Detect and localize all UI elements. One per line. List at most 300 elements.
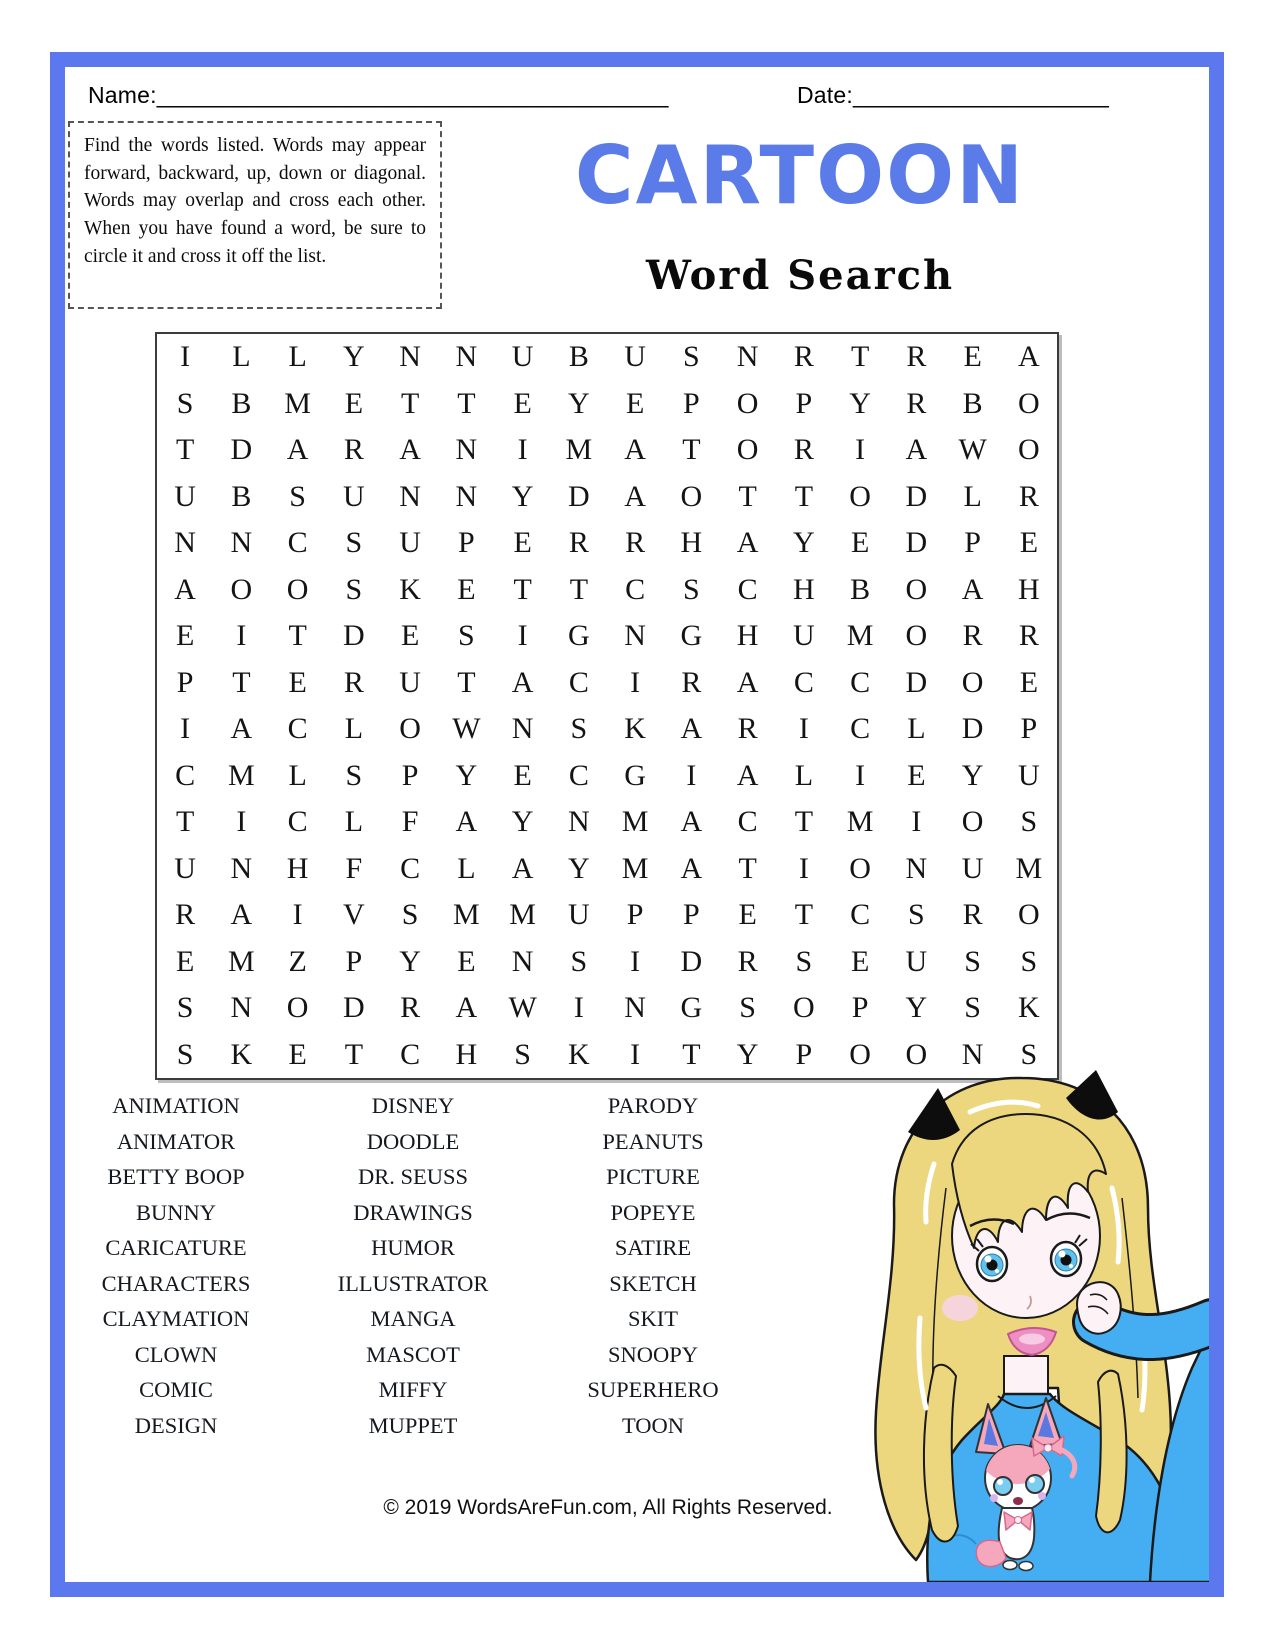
grid-letter: K xyxy=(568,1037,590,1071)
grid-letter: T xyxy=(738,851,757,885)
grid-letter: N xyxy=(511,712,534,746)
grid-letter: A xyxy=(680,851,703,885)
grid-letter: B xyxy=(231,386,252,420)
grid-letter: L xyxy=(963,479,982,513)
grid-letter: T xyxy=(288,619,307,653)
grid-letter: A xyxy=(511,851,534,885)
date-field xyxy=(797,82,1109,109)
grid-letter: S xyxy=(345,526,363,560)
grid-letter: W xyxy=(508,991,537,1025)
grid-letter: E xyxy=(850,526,870,560)
grid-letter: D xyxy=(343,991,365,1025)
grid-letter: I xyxy=(517,619,528,653)
grid-letter: A xyxy=(624,479,646,513)
grid-letter: E xyxy=(625,386,645,420)
grid-letter: U xyxy=(174,851,196,885)
grid-letter: S xyxy=(1020,805,1038,839)
grid-letter: R xyxy=(906,340,927,374)
grid-letter: U xyxy=(624,340,646,374)
grid-letter: U xyxy=(905,944,928,978)
grid-letter: N xyxy=(455,433,478,467)
grid-letter: T xyxy=(794,479,814,513)
grid-letter: I xyxy=(630,665,641,699)
grid-letter: C xyxy=(737,572,758,606)
grid-letter: I xyxy=(798,851,809,885)
grid-letter: O xyxy=(905,1037,928,1071)
grid-letter: O xyxy=(286,572,309,606)
puzzle-subtitle: Word Search xyxy=(645,252,955,299)
grid-letter: Y xyxy=(905,991,928,1025)
grid-letter: I xyxy=(573,991,584,1025)
hair-strand-right xyxy=(1096,1371,1127,1533)
grid-letter: A xyxy=(399,433,421,467)
word-item: DISNEY xyxy=(371,1093,455,1118)
grid-letter: G xyxy=(680,991,703,1025)
grid-letter: I xyxy=(292,898,303,932)
grid-letter: C xyxy=(175,758,196,792)
grid-letter: P xyxy=(795,1037,813,1071)
word-item: CHARACTERS xyxy=(101,1270,251,1296)
grid-letter: A xyxy=(680,805,703,839)
grid-letter: H xyxy=(455,1037,478,1071)
girl-illustration xyxy=(850,1068,1212,1582)
grid-letter: C xyxy=(850,898,871,932)
grid-letter: A xyxy=(511,665,534,699)
grid-letter: C xyxy=(737,805,758,839)
grid-letter: I xyxy=(798,712,809,746)
grid-letter: N xyxy=(399,479,421,513)
grid-letter: M xyxy=(846,805,874,839)
grid-letter: O xyxy=(849,479,871,513)
grid-letter: R xyxy=(343,433,364,467)
grid-letter: E xyxy=(344,386,364,420)
date-label: Date: xyxy=(797,82,853,108)
grid-letter: B xyxy=(962,386,983,420)
grid-letter: S xyxy=(289,479,306,513)
word-item: POPEYE xyxy=(610,1199,696,1225)
grid-letter: I xyxy=(911,805,922,839)
grid-letter: I xyxy=(630,944,641,978)
word-search-grid xyxy=(155,332,1059,1080)
grid-letter: T xyxy=(738,479,757,513)
grid-letter: L xyxy=(794,758,814,792)
grid-letter: N xyxy=(230,851,253,885)
grid-letter: Y xyxy=(568,851,590,885)
puzzle-title: CARTOON xyxy=(574,129,1026,222)
grid-letter: R xyxy=(568,526,589,560)
grid-letter: F xyxy=(345,851,363,885)
grid-letter: O xyxy=(1018,898,1040,932)
grid-letter: E xyxy=(513,758,532,792)
date-line: ____________________ xyxy=(852,82,1109,108)
grid-letter: U xyxy=(343,479,365,513)
grid-letter: A xyxy=(736,526,759,560)
word-item: SKIT xyxy=(628,1306,678,1331)
grid-letter: A xyxy=(680,712,703,746)
grid-letter: W xyxy=(452,712,481,746)
grid-letter: N xyxy=(511,944,534,978)
grid-letter: A xyxy=(455,805,478,839)
grid-letter: A xyxy=(961,572,984,606)
grid-letter: O xyxy=(793,991,815,1025)
grid-letter: R xyxy=(793,433,814,467)
grid-letter: S xyxy=(739,991,756,1025)
grid-letter: T xyxy=(569,572,589,606)
grid-letter: C xyxy=(568,758,589,792)
word-list-column-2 xyxy=(302,1088,524,1443)
grid-letter: U xyxy=(174,479,196,513)
word-item: SNOOPY xyxy=(607,1341,699,1367)
grid-letter: T xyxy=(175,433,195,467)
word-item: PEANUTS xyxy=(602,1128,704,1154)
grid-letter: D xyxy=(905,479,928,513)
word-item: CLOWN xyxy=(134,1341,218,1367)
grid-letter: C xyxy=(287,526,308,560)
grid-letter: O xyxy=(680,479,703,513)
grid-letter: P xyxy=(458,526,475,560)
grid-letter: P xyxy=(176,665,194,699)
word-item: COMIC xyxy=(139,1377,213,1402)
grid-letter: K xyxy=(399,572,421,606)
grid-letter: S xyxy=(401,898,419,932)
grid-letter: I xyxy=(630,1037,641,1071)
grid-letter: E xyxy=(457,572,476,606)
grid-letter: I xyxy=(180,340,191,374)
grid-letter: C xyxy=(625,572,646,606)
grid-letter: A xyxy=(624,433,646,467)
grid-letter: D xyxy=(961,712,984,746)
grid-letter: L xyxy=(457,851,476,885)
grid-letter: Y xyxy=(511,805,534,839)
grid-letter: P xyxy=(626,898,644,932)
grid-letter: L xyxy=(288,758,307,792)
grid-letter: R xyxy=(625,526,646,560)
grid-letter: Y xyxy=(736,1037,759,1071)
grid-letter: P xyxy=(683,386,700,420)
grid-letter: Y xyxy=(511,479,534,513)
grid-letter: P xyxy=(401,758,419,792)
word-item: MUPPET xyxy=(368,1412,458,1438)
grid-letter: G xyxy=(568,619,590,653)
word-item: PARODY xyxy=(607,1093,699,1118)
grid-letter: O xyxy=(961,805,984,839)
grid-letter: M xyxy=(846,619,874,653)
grid-letter: Y xyxy=(399,944,421,978)
grid-letter: N xyxy=(961,1037,984,1071)
word-list-column-3 xyxy=(542,1088,764,1443)
grid-letter: O xyxy=(849,851,871,885)
grid-letter: H xyxy=(286,851,309,885)
grid-letter: S xyxy=(345,758,363,792)
grid-letter: M xyxy=(621,851,649,885)
word-item: MASCOT xyxy=(366,1341,460,1367)
grid-letter: S xyxy=(458,619,475,653)
grid-letter: U xyxy=(399,526,421,560)
word-item: PICTURE xyxy=(606,1164,700,1189)
word-item: DOODLE xyxy=(366,1128,460,1154)
grid-letter: L xyxy=(232,340,251,374)
grid-letter: U xyxy=(568,898,590,932)
grid-letter: S xyxy=(964,991,981,1025)
grid-letter: B xyxy=(850,572,871,606)
word-item: DESIGN xyxy=(134,1412,218,1438)
grid-letter: K xyxy=(230,1037,253,1071)
grid-letter: C xyxy=(400,851,421,885)
word-item: ANIMATOR xyxy=(116,1128,236,1154)
grid-letter: L xyxy=(288,340,307,374)
grid-letter: R xyxy=(906,386,927,420)
grid-letter: S xyxy=(1020,1037,1038,1071)
grid-letter: A xyxy=(230,712,253,746)
grid-letter: P xyxy=(1020,712,1038,746)
grid-letter: E xyxy=(907,758,926,792)
grid-letter: M xyxy=(284,386,311,420)
grid-letter: B xyxy=(231,479,252,513)
grid-letter: Y xyxy=(568,386,590,420)
grid-letter: O xyxy=(961,665,984,699)
grid-letter: D xyxy=(343,619,365,653)
grid-letter: R xyxy=(962,619,983,653)
grid-letter: I xyxy=(517,433,528,467)
grid-letter: E xyxy=(288,1037,307,1071)
grid-letter: P xyxy=(964,526,981,560)
grid-letter: I xyxy=(236,619,247,653)
grid-letter: I xyxy=(180,712,191,746)
grid-letter: U xyxy=(793,619,815,653)
grid-letter: H xyxy=(736,619,759,653)
grid-letter: Y xyxy=(961,758,984,792)
grid-letter: S xyxy=(570,712,588,746)
grid-letter: F xyxy=(401,805,419,839)
grid-letter: T xyxy=(400,386,420,420)
grid-letter: H xyxy=(680,526,703,560)
grid-letter: C xyxy=(287,712,308,746)
grid-letter: R xyxy=(793,340,814,374)
grid-letter: E xyxy=(513,386,532,420)
grid-letter: T xyxy=(344,1037,364,1071)
grid-letter: O xyxy=(736,433,759,467)
word-item: MANGA xyxy=(370,1306,456,1331)
instructions-box: Find the words listed. Words may appear forward, backward, up, down or diagonal. Words may overlap and cross each other. When you have found a word, be sure to circle it and cross it off the list. xyxy=(68,121,442,309)
grid-letter: R xyxy=(737,944,758,978)
name-label: Name: xyxy=(88,82,157,108)
word-item: DR. SEUSS xyxy=(357,1164,469,1189)
grid-letter: A xyxy=(174,572,196,606)
grid-letter: R xyxy=(1018,619,1039,653)
grid-letter: U xyxy=(1018,758,1040,792)
grid-letter: Y xyxy=(343,340,365,374)
word-item: HUMOR xyxy=(371,1235,455,1260)
word-item: SKETCH xyxy=(609,1270,697,1296)
blush-left xyxy=(942,1295,978,1321)
grid-letter: K xyxy=(1018,991,1040,1025)
grid-letter: N xyxy=(174,526,196,560)
grid-letter: G xyxy=(624,758,646,792)
grid-letter: D xyxy=(230,433,253,467)
grid-letter: D xyxy=(905,665,928,699)
grid-letter: D xyxy=(905,526,928,560)
grid-letter: U xyxy=(399,665,421,699)
grid-letter: S xyxy=(1020,944,1038,978)
grid-letter: N xyxy=(905,851,928,885)
grid-letter: M xyxy=(565,433,593,467)
grid-letter: C xyxy=(850,712,871,746)
grid-letter: M xyxy=(621,805,649,839)
grid-letter: O xyxy=(1018,386,1040,420)
grid-letter: A xyxy=(286,433,309,467)
grid-letter: A xyxy=(1018,340,1040,374)
grid-letter: E xyxy=(963,340,982,374)
grid-letter: A xyxy=(455,991,478,1025)
grid-letter: I xyxy=(855,758,866,792)
grid-letter: O xyxy=(399,712,421,746)
grid-letter: R xyxy=(343,665,364,699)
girl-illustration-svg xyxy=(850,1068,1212,1582)
grid-letter: H xyxy=(793,572,815,606)
word-item: ILLUSTRATOR xyxy=(337,1270,489,1296)
grid-letter: M xyxy=(453,898,480,932)
grid-letter: E xyxy=(850,944,870,978)
word-item: SUPERHERO xyxy=(587,1377,719,1402)
word-item: CARICATURE xyxy=(105,1235,247,1260)
grid-letter: N xyxy=(230,526,253,560)
grid-letter: E xyxy=(457,944,476,978)
grid-letter: O xyxy=(905,572,928,606)
word-item: BETTY BOOP xyxy=(107,1164,245,1189)
word-item: ANIMATION xyxy=(112,1093,240,1118)
grid-letter: T xyxy=(850,340,870,374)
grid-letter: U xyxy=(961,851,984,885)
grid-letter: N xyxy=(230,991,253,1025)
grid-letter: D xyxy=(568,479,590,513)
word-item: DRAWINGS xyxy=(353,1199,473,1225)
grid-letter: D xyxy=(680,944,703,978)
grid-letter: T xyxy=(175,805,195,839)
grid-letter: S xyxy=(795,944,813,978)
grid-letter: E xyxy=(175,944,195,978)
grid-letter: S xyxy=(345,572,363,606)
grid-letter: M xyxy=(1015,851,1043,885)
grid-letter: O xyxy=(736,386,759,420)
grid-letter: T xyxy=(794,898,814,932)
grid-letter: U xyxy=(511,340,534,374)
grid-letter: C xyxy=(850,665,871,699)
grid-letter: N xyxy=(624,619,646,653)
grid-letter: C xyxy=(793,665,814,699)
grid-letter: L xyxy=(907,712,926,746)
grid-letter: R xyxy=(962,898,983,932)
grid-letter: S xyxy=(514,1037,531,1071)
grid-letter: I xyxy=(236,805,247,839)
grid-letter: N xyxy=(568,805,590,839)
grid-letter: N xyxy=(736,340,759,374)
grid-letter: E xyxy=(175,619,195,653)
grid-letter: C xyxy=(287,805,308,839)
grid-letter: O xyxy=(286,991,309,1025)
grid-letter: Y xyxy=(455,758,478,792)
grid-letter: E xyxy=(288,665,307,699)
grid-letter: Z xyxy=(288,944,307,978)
grid-letter: I xyxy=(855,433,866,467)
grid-letter: T xyxy=(457,386,476,420)
grid-letter: A xyxy=(736,665,759,699)
grid-letter: N xyxy=(399,340,421,374)
grid-letter: T xyxy=(232,665,251,699)
grid-letter: P xyxy=(851,991,869,1025)
word-item: SATIRE xyxy=(614,1235,692,1260)
grid-letter: R xyxy=(400,991,421,1025)
grid-letter: S xyxy=(964,944,981,978)
word-item: MIFFY xyxy=(378,1377,448,1402)
name-field xyxy=(88,82,668,109)
grid-letter: C xyxy=(400,1037,421,1071)
grid-letter: A xyxy=(230,898,253,932)
grid-letter: E xyxy=(1019,526,1039,560)
grid-letter: I xyxy=(686,758,697,792)
word-item: CLAYMATION xyxy=(102,1306,250,1331)
grid-letter: R xyxy=(681,665,702,699)
grid-letter: S xyxy=(176,386,194,420)
grid-letter: S xyxy=(176,991,194,1025)
grid-letter: O xyxy=(1018,433,1040,467)
grid-letter: R xyxy=(1018,479,1039,513)
grid-letter: V xyxy=(343,898,365,932)
grid-letter: S xyxy=(570,944,588,978)
grid-letter: P xyxy=(795,386,813,420)
grid-letter: E xyxy=(1019,665,1039,699)
grid-letter: N xyxy=(455,340,478,374)
word-list-column-1 xyxy=(65,1088,287,1443)
grid-letter: A xyxy=(905,433,928,467)
grid-letter: S xyxy=(176,1037,194,1071)
grid-letter: Y xyxy=(849,386,871,420)
grid-letter: T xyxy=(794,805,814,839)
grid-letter: R xyxy=(175,898,196,932)
grid-letter: E xyxy=(513,526,532,560)
grid-letter: M xyxy=(509,898,536,932)
grid-letter: S xyxy=(683,572,700,606)
grid-letter: W xyxy=(958,433,987,467)
copyright-text: © 2019 WordsAreFun.com, All Rights Reserved. xyxy=(383,1496,833,1519)
grid-letter: S xyxy=(683,340,700,374)
word-item: BUNNY xyxy=(135,1199,216,1225)
grid-letter: H xyxy=(1018,572,1040,606)
grid-letter: P xyxy=(683,898,700,932)
grid-letter: N xyxy=(455,479,478,513)
grid-letter: N xyxy=(624,991,646,1025)
grid-letter: E xyxy=(738,898,757,932)
grid-letter: T xyxy=(682,433,701,467)
name-line: ________________________________________ xyxy=(156,82,669,108)
grid-letter: T xyxy=(682,1037,701,1071)
grid-letter: C xyxy=(568,665,589,699)
grid-letter: T xyxy=(513,572,532,606)
grid-letter: E xyxy=(400,619,420,653)
grid-letter: R xyxy=(737,712,758,746)
grid-letter: P xyxy=(345,944,363,978)
word-item: TOON xyxy=(621,1412,685,1438)
grid-letter: L xyxy=(344,712,364,746)
grid-letter: O xyxy=(849,1037,871,1071)
grid-letter: A xyxy=(736,758,759,792)
grid-letter: B xyxy=(568,340,589,374)
grid-letter: K xyxy=(624,712,646,746)
grid-letter: T xyxy=(457,665,476,699)
grid-letter: M xyxy=(228,944,255,978)
grid-letter: S xyxy=(908,898,925,932)
grid-letter: M xyxy=(228,758,255,792)
grid-letter: O xyxy=(230,572,253,606)
